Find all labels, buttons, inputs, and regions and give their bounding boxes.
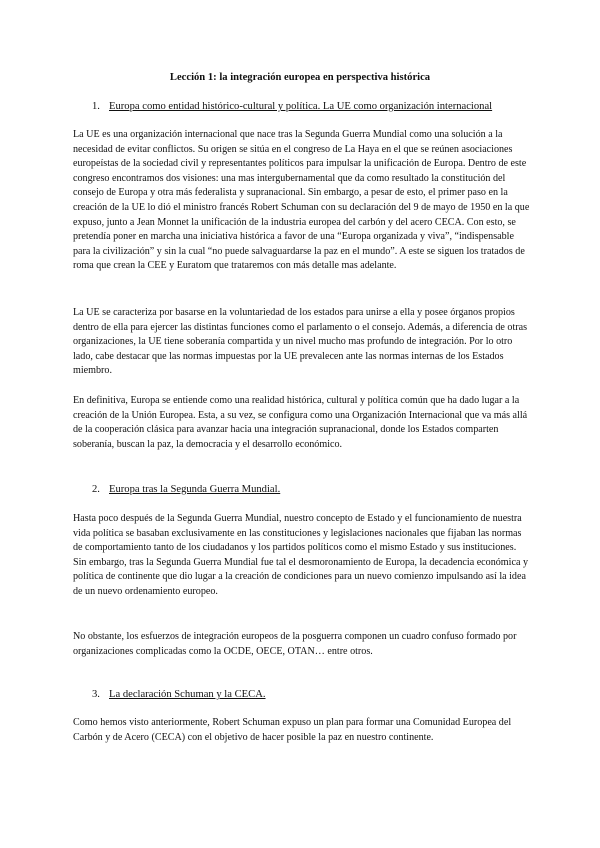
section-heading-2 [92,483,280,497]
page-title: Lección 1: la integración europea en perspectiva histórica [169,72,431,83]
paragraph: La UE se caracteriza por basarse en la voluntariedad de los estados para unirse a ella y posee órganos propios dentro de ella para ejercer las distintas funciones como el parlamento o el consejo. Además, a diferencia de otras organizaciones, la UE tiene soberanía compartida y un nivel mucho mas profundo de integración. Por lo otro lado, cabe destacar que las normas impuestas por la UE prevalecen ante las normas internas de los Estados miembro. [73,307,528,377]
paragraph: Como hemos visto anteriormente, Robert Schuman expuso un plan para formar una Comunidad Europea del Carbón y de Acero (CECA) con el objetivo de hacer posible la paz en nuestro continente. [73,717,512,743]
section-heading-text: Europa tras la Segunda Guerra Mundial. [109,484,281,495]
section-heading-1 [92,100,492,114]
paragraph: No obstante, los esfuerzos de integración europeos de la posguerra componen un cuadro confuso formado por organizaciones complicadas como la OCDE, OECE, OTAN… entre otros. [73,631,517,657]
section-heading-text: Europa como entidad histórico-cultural y política. La UE como organización internacional [109,101,493,112]
section-number: 3. [92,689,100,700]
paragraph: La UE es una organización internacional que nace tras la Segunda Guerra Mundial como una solución a la necesidad de evitar conflictos. Su origen se sitúa en el congreso de La Haya en el que se reúnen asociaciones europeístas de la sociedad civil y representantes políticos para impulsar la unificación de Europa. Dentro de este congreso encontramos dos visiones: una mas intergubernamental que da como resultado la constitución del consejo de Europa y otra más federalista y supranacional. Sin embargo, a pesar de esto, el primer paso en la creación de la UE lo dió el ministro francés Robert Schuman con su declaración del 9 de mayo de 1950 en la que expuso, junto a Jean Monnet la unificación de la industria europea del carbón y del acero CECA. Con esto, se pretendía poner en marcha una iniciativa histórica a favor de una “Europa organizada y viva”, “indispensable para la civilización” y sin la cual “no puede salvaguardarse la paz en el mundo”. A este se siguen los tratados de roma que crean la CEE y Euratom que trataremos con más detalle mas adelante. [73,129,530,272]
section-heading-text: La declaración Schuman y la CECA. [109,689,266,700]
paragraph: Hasta poco después de la Segunda Guerra Mundial, nuestro concepto de Estado y el funcionamiento de nuestra vida política se basaban exclusivamente en las constituciones y legislaciones nacionales que fijaban las normas de comportamiento tanto de los ciudadanos y los partidos políticos como el mismo Estado y sus instituciones. Sin embargo, tras la Segunda Guerra Mundial fue tal el desmoronamiento de Europa, la decadencia económica y política de continente que dio lugar a la creación de condiciones para un nuevo comienzo impulsando así la idea de un nuevo ordenamiento europeo. [73,513,528,597]
section-heading-3 [92,688,266,702]
section-number: 1. [92,101,100,112]
section-number: 2. [92,484,100,495]
paragraph: En definitiva, Europa se entiende como una realidad histórica, cultural y política común que ha dado lugar a la creación de la Unión Europea. Esta, a su vez, se configura como una Organización Internacional que va más allá de la cooperación clásica para avanzar hacia una integración supranacional, donde los Estados comparten soberanía, buscan la paz, la democracia y el desarrollo económico. [73,395,528,450]
